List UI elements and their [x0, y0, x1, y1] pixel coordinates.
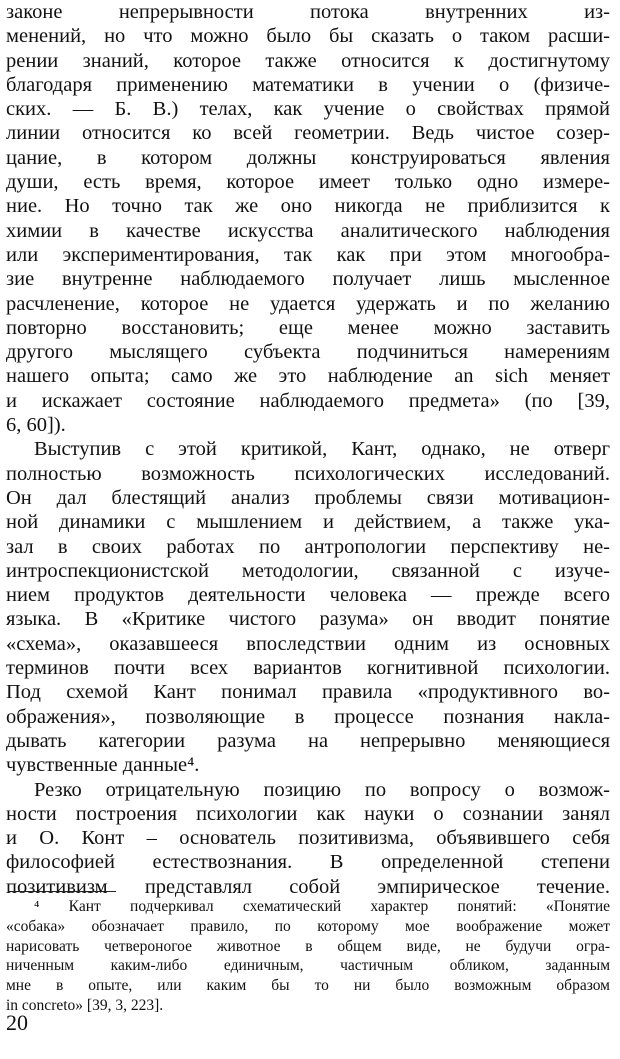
text-line: чувственные данные⁴.	[6, 754, 200, 777]
text-line: и О. Конт – основатель позитивизма, объявившего себя	[6, 827, 610, 850]
text-line: зал в своих работах по антропологии перспективу не-	[6, 535, 610, 558]
footnote	[6, 897, 610, 1016]
footnote-line: in concreto» [39, 3, 223].	[6, 996, 164, 1014]
text-line: языка. В «Критике чистого разума» он вводит понятие	[6, 608, 610, 631]
footnote-line: ⁴ Кант подчеркивал схематический характер понятий: «Понятие	[34, 898, 610, 915]
text-line: 6, 60]).	[6, 414, 66, 437]
text-line: менений, но что можно было бы сказать о таком расши-	[6, 25, 610, 48]
text-line: Под схемой Кант понимал правила «продуктивного во-	[6, 681, 610, 704]
text-line: или экспериментирования, так как при этом многообра-	[6, 243, 610, 266]
footnote-line: «собака» обозначает правило, по которому мое воображение может	[6, 917, 610, 935]
text-line: и искажает состояние наблюдаемого предмета» (по [39,	[6, 389, 610, 412]
text-line: полностью возможность психологических исследований.	[6, 462, 610, 485]
text-line: ние. Но точно так же оно никогда не приблизится к	[6, 195, 610, 218]
footnote-line: мне в опыте, или каким бы то ни было возможным образом	[6, 977, 610, 995]
text-line: позитивизм представлял собой эмпирическое течение.	[6, 875, 610, 898]
text-line: интроспекционистской методологии, связанной с изуче-	[6, 559, 610, 582]
text-line: цание, в котором должны конструироваться явления	[6, 146, 610, 169]
footnote-line: ниченным каким-либо единичным, частичным обликом, заданным	[6, 957, 610, 975]
text-line: философией естествознания. В определенной степени	[6, 851, 610, 874]
paragraph-start: Выступив с этой критикой, Кант, однако, не отверг	[34, 438, 610, 461]
text-line: «схема», оказавшееся впоследствии одним из основных	[6, 632, 610, 655]
paragraph-start: Резко отрицательную позицию по вопросу о возмож-	[34, 778, 610, 801]
main-text	[6, 0, 610, 899]
text-line: законе непрерывности потока внутренних из-	[6, 1, 610, 23]
text-line: ности построения психологии как науки о сознании занял	[6, 802, 610, 825]
text-line: повторно восстановить; еще менее можно заставить	[6, 316, 610, 339]
page-number: 20	[6, 1010, 28, 1035]
text-line: ображения», позволяющие в процессе познания накла-	[6, 705, 610, 728]
footnote-divider	[8, 891, 116, 892]
text-line: зие внутренне наблюдаемого получает лишь мысленное	[6, 268, 610, 291]
text-line: рении знаний, которое также относится к достигнутому	[6, 49, 610, 72]
text-line: расчленение, которое не удается удержать и по желанию	[6, 292, 610, 315]
footnote-line: нарисовать четвероногое животное в общем виде, не будучи огра-	[6, 937, 610, 955]
text-line: дывать категории разума на непрерывно меняющиеся	[6, 729, 610, 752]
text-line: ских. — Б. В.) телах, как учение о свойствах прямой	[6, 98, 610, 121]
text-line: другого мыслящего субъекта подчиниться намерениям	[6, 341, 610, 364]
text-line: нием продуктов деятельности человека — прежде всего	[6, 584, 610, 607]
text-line: благодаря применению математики в учении о (физиче-	[6, 73, 610, 96]
text-line: терминов почти всех вариантов когнитивной психологии.	[6, 657, 610, 680]
text-line: Он дал блестящий анализ проблемы связи мотивацион-	[6, 486, 610, 509]
text-line: души, есть время, которое имеет только одно измере-	[6, 171, 610, 194]
text-line: ной динамики с мышлением и действием, а также ука-	[6, 511, 610, 534]
text-line: химии в качестве искусства аналитического наблюдения	[6, 219, 610, 242]
text-line: линии относится ко всей геометрии. Ведь чистое созер-	[6, 122, 610, 145]
text-line: нашего опыта; само же это наблюдение an sich меняет	[6, 365, 610, 388]
